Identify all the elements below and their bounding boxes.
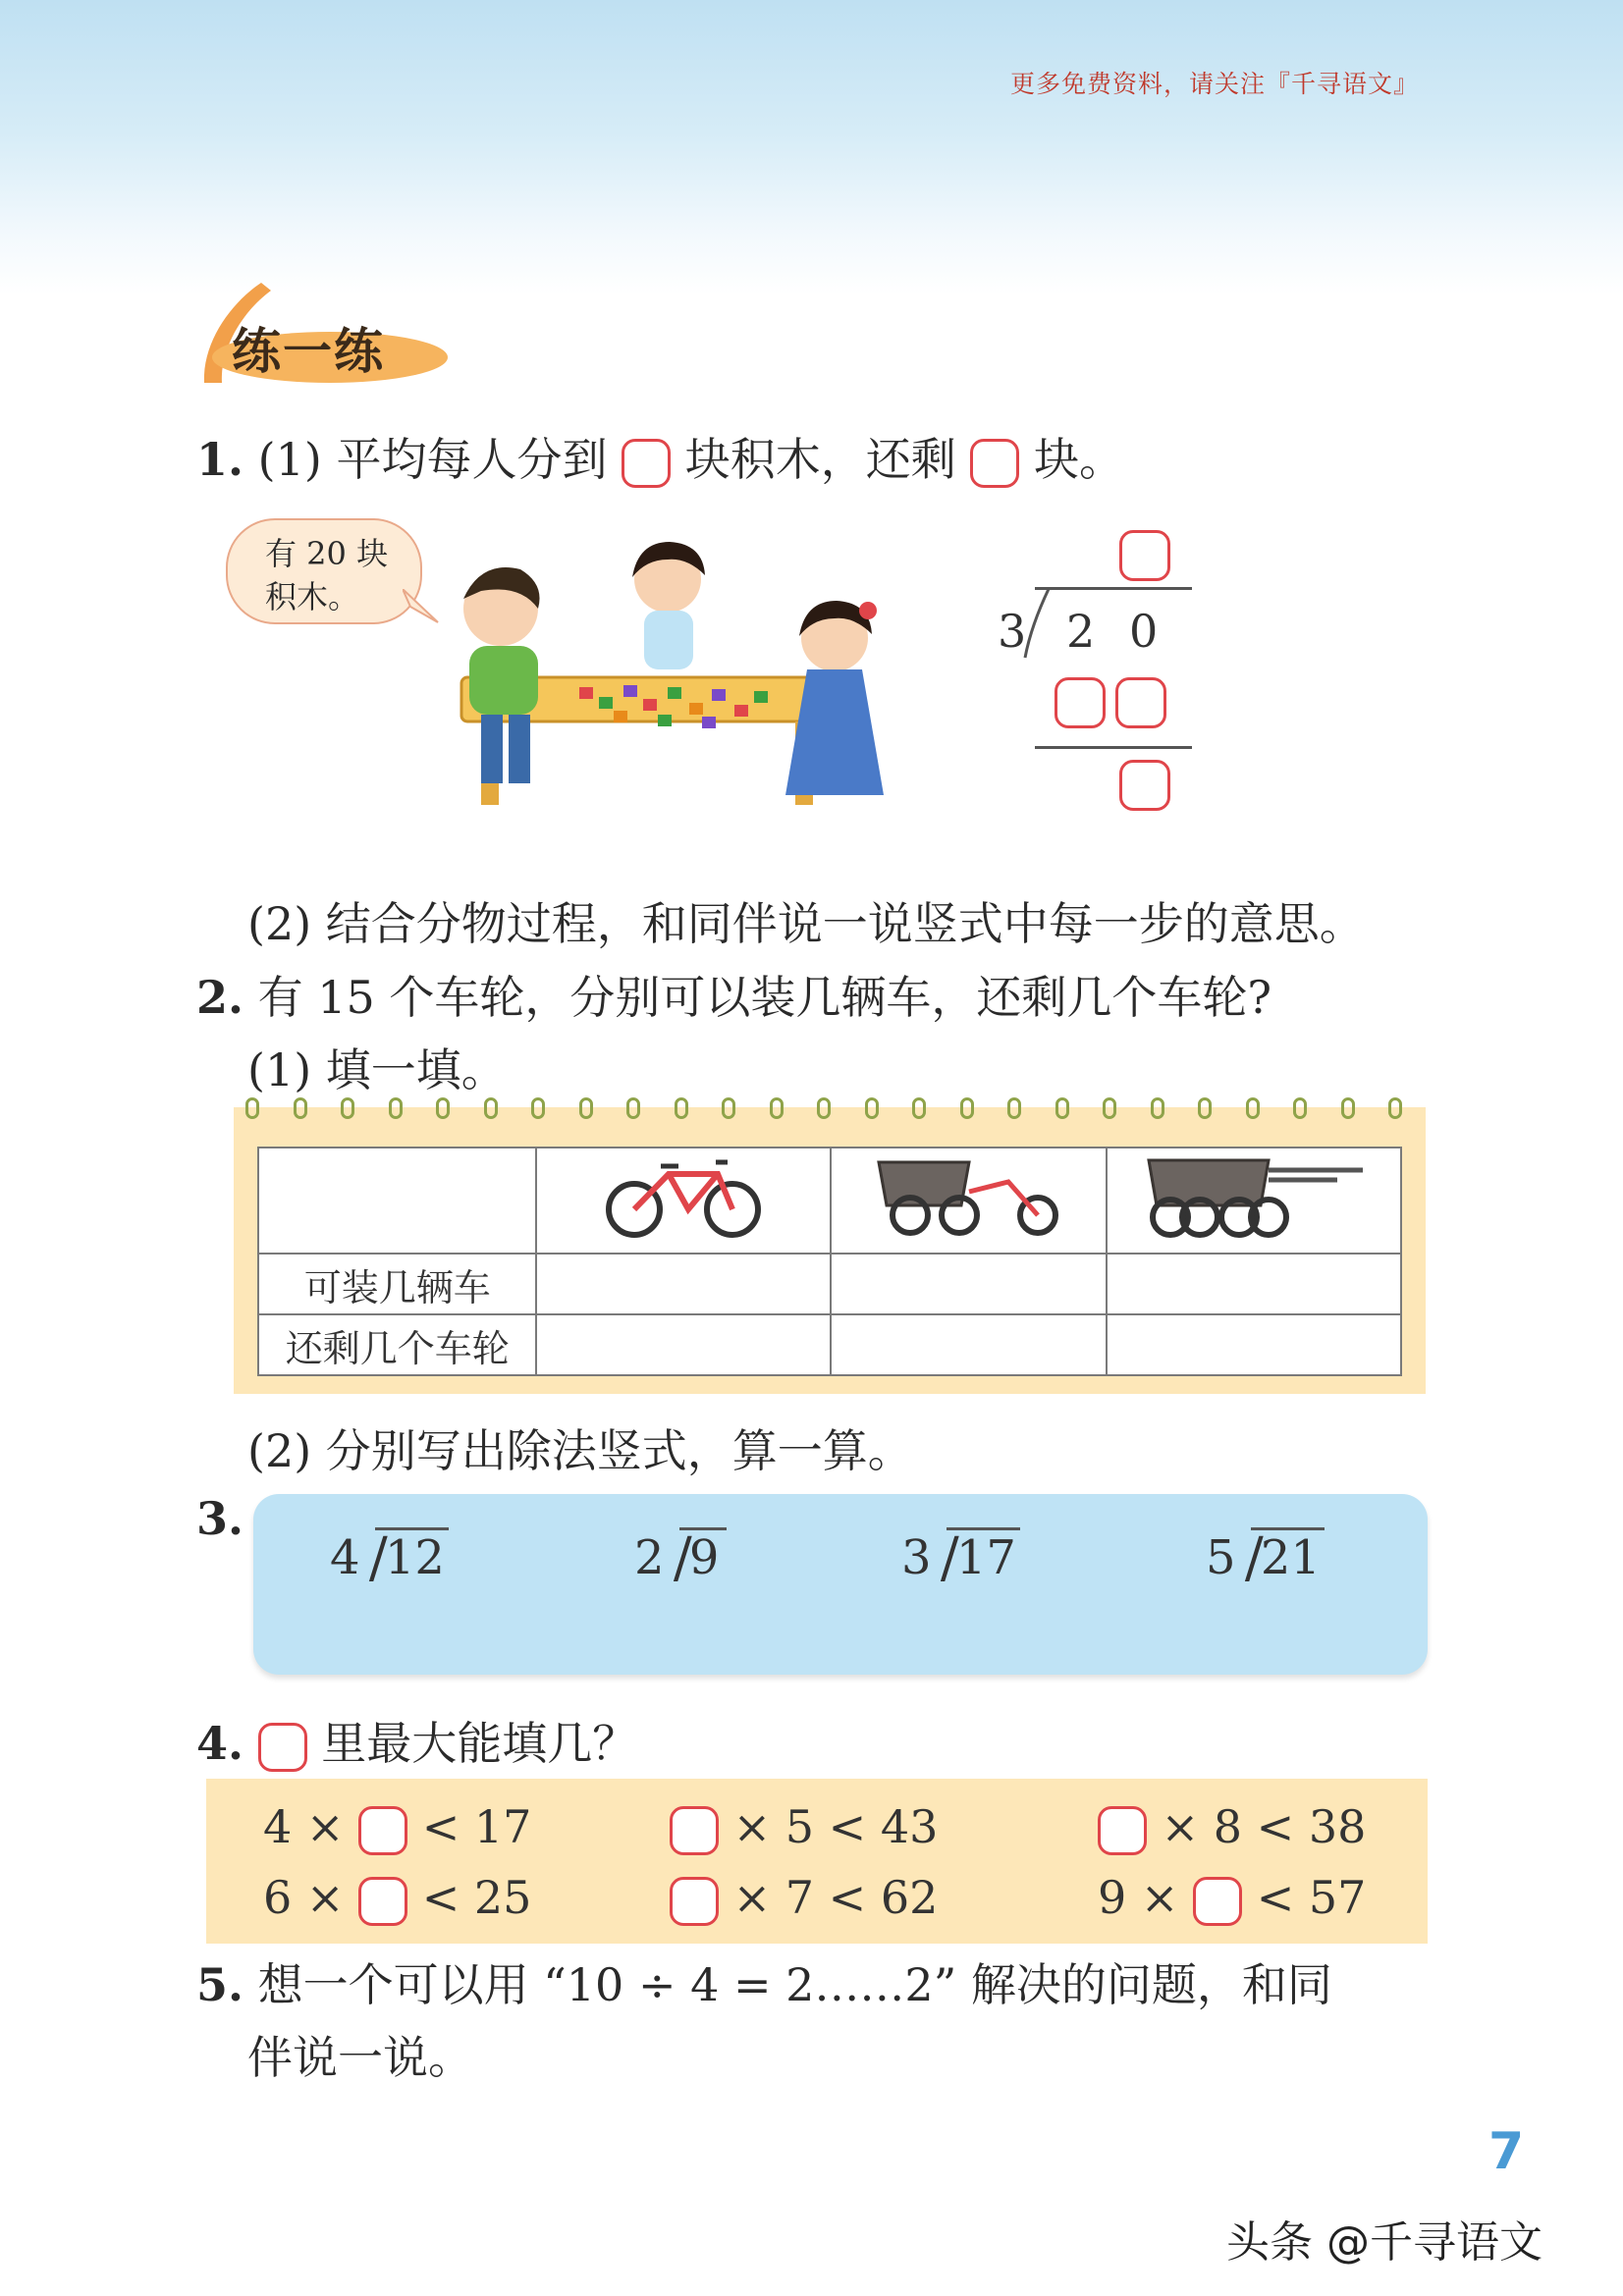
q1-part1-prefix: (1) 平均每人分到 (257, 433, 608, 486)
bracket-glyph: / (940, 1526, 959, 1590)
spiral-ring (865, 1097, 879, 1119)
table-corner-cell (258, 1148, 536, 1254)
divisor: 3 (901, 1530, 932, 1585)
spiral-ring (294, 1097, 307, 1119)
q3-number: 3. (196, 1492, 244, 1545)
tricycle-cart-icon (871, 1152, 1067, 1241)
spiral-ring (817, 1097, 831, 1119)
q2-part2: (2) 分别写出除法竖式，算一算。 (247, 1424, 913, 1477)
inequality (263, 1800, 531, 1855)
ineq-right: × 7 < 62 (732, 1871, 939, 1924)
answer-box[interactable] (670, 1877, 719, 1926)
bracket-glyph: / (368, 1526, 388, 1590)
spiral-ring (770, 1097, 784, 1119)
q2-part1: (1) 填一填。 (247, 1043, 507, 1096)
spiral-ring (484, 1097, 498, 1119)
answer-box[interactable] (358, 1806, 407, 1855)
division-expr (1206, 1526, 1325, 1590)
divisor: 2 (634, 1530, 665, 1585)
spiral-ring (1246, 1097, 1260, 1119)
answer-cell[interactable] (536, 1314, 831, 1375)
dividend (940, 1526, 1020, 1590)
q5-text: 想一个可以用 “10 ÷ 4 = 2……2” 解决的问题，和同 (257, 1958, 1332, 2011)
spiral-ring (1198, 1097, 1212, 1119)
answer-box[interactable] (670, 1806, 719, 1855)
table-header-cell (536, 1148, 831, 1254)
page-number: 7 (1488, 2122, 1525, 2181)
ineq-left: 4 × (263, 1800, 345, 1853)
inequality (263, 1871, 531, 1926)
section-title: 练一练 (232, 322, 385, 380)
table-header-cell (1107, 1148, 1401, 1254)
dividend (1244, 1526, 1325, 1590)
answer-box[interactable] (1193, 1877, 1242, 1926)
spiral-ring (579, 1097, 593, 1119)
divisor: 5 (1206, 1530, 1236, 1585)
dividend-value: 21 (1260, 1530, 1321, 1585)
answer-cell[interactable] (831, 1254, 1107, 1314)
inequality (670, 1871, 938, 1926)
answer-box[interactable] (358, 1877, 407, 1926)
table-header-cell (831, 1148, 1107, 1254)
product-box[interactable] (1055, 677, 1106, 728)
dividend (368, 1526, 449, 1590)
division-expr (330, 1526, 449, 1590)
ineq-left: 9 × (1098, 1871, 1179, 1924)
bicycle-icon (600, 1152, 767, 1241)
speech-line: 积木。 (265, 578, 360, 615)
speech-bubble (226, 518, 422, 624)
fill-table (257, 1147, 1402, 1376)
spiral-ring (1388, 1097, 1402, 1119)
ineq-right: < 57 (1256, 1871, 1367, 1924)
spiral-ring (245, 1097, 259, 1119)
division-bar (1035, 587, 1192, 590)
spiral-ring (1103, 1097, 1116, 1119)
spiral-ring (626, 1097, 640, 1119)
inequality (670, 1800, 938, 1855)
dividend-value: 12 (384, 1530, 445, 1585)
spiral-ring (675, 1097, 688, 1119)
answer-box (258, 1723, 307, 1772)
header-band (0, 0, 1623, 294)
q2-number: 2. (196, 971, 244, 1024)
spiral-ring (436, 1097, 450, 1119)
q1-number: 1. (196, 433, 244, 486)
q2-line (196, 962, 1271, 1027)
four-wheel-cart-icon (1141, 1152, 1367, 1241)
q4-line (196, 1708, 637, 1773)
q5-number: 5. (196, 1958, 244, 2011)
division-expr (634, 1526, 727, 1590)
promo-text: 更多免费资料，请关注『千寻语文』 (1009, 70, 1419, 98)
dividend (673, 1526, 728, 1590)
divisor: 4 (330, 1530, 360, 1585)
answer-box[interactable] (1098, 1806, 1147, 1855)
divisor: 3 (998, 605, 1027, 658)
answer-cell[interactable] (536, 1254, 831, 1314)
spiral-ring (960, 1097, 974, 1119)
spiral-ring (531, 1097, 545, 1119)
remainder-box[interactable] (1119, 760, 1170, 811)
inequality (1098, 1871, 1366, 1926)
spiral-ring (389, 1097, 403, 1119)
answer-cell[interactable] (831, 1314, 1107, 1375)
q4-number: 4. (196, 1717, 244, 1770)
dividend-value: 17 (955, 1530, 1016, 1585)
spiral-ring (912, 1097, 926, 1119)
q1-part2: (2) 结合分物过程，和同伴说一说竖式中每一步的意思。 (247, 897, 1365, 950)
bracket-glyph: / (673, 1526, 692, 1590)
long-division-q1 (982, 530, 1217, 825)
subtraction-line (1035, 746, 1192, 749)
q4-text: 里最大能填几？ (321, 1717, 638, 1770)
answer-box[interactable] (622, 439, 671, 488)
answer-cell[interactable] (1107, 1314, 1401, 1375)
q5-line2: 伴说一说。 (247, 2031, 473, 2084)
dividend-digit: 2 (1066, 605, 1096, 658)
spiral-ring (341, 1097, 354, 1119)
q5-line1 (196, 1949, 1332, 2014)
dividend-digit: 0 (1129, 605, 1159, 658)
speech-line: 有 20 块 (265, 535, 389, 572)
product-box[interactable] (1115, 677, 1166, 728)
bracket-glyph: / (1244, 1526, 1264, 1590)
ineq-left: 6 × (263, 1871, 345, 1924)
ineq-right: × 8 < 38 (1161, 1800, 1367, 1853)
dividend-value: 9 (688, 1530, 720, 1585)
ineq-right: < 25 (421, 1871, 532, 1924)
ineq-right: < 17 (421, 1800, 532, 1853)
q1-part1-mid: 块积木，还剩 (684, 433, 956, 486)
inequality (1098, 1800, 1366, 1855)
spiral-ring (1055, 1097, 1069, 1119)
spiral-ring (1341, 1097, 1355, 1119)
spiral-ring (1151, 1097, 1164, 1119)
spiral-ring (1007, 1097, 1021, 1119)
q1-line (196, 424, 1124, 489)
spiral-ring (1293, 1097, 1307, 1119)
q1-part1-suffix: 块。 (1033, 433, 1124, 486)
row-label: 还剩几个车轮 (258, 1314, 536, 1375)
spiral-ring (722, 1097, 735, 1119)
answer-cell[interactable] (1107, 1254, 1401, 1314)
watermark-text: 头条 @千寻语文 (1226, 2217, 1542, 2268)
division-bracket-icon (1021, 587, 1051, 660)
row-label: 可装几辆车 (258, 1254, 536, 1314)
children-sharing-blocks-illustration (422, 530, 913, 815)
ineq-right: × 5 < 43 (732, 1800, 939, 1853)
quotient-box[interactable] (1119, 530, 1170, 581)
answer-box[interactable] (970, 439, 1019, 488)
q2-text: 有 15 个车轮，分别可以装几辆车，还剩几个车轮? (257, 971, 1272, 1024)
division-expr (901, 1526, 1020, 1590)
